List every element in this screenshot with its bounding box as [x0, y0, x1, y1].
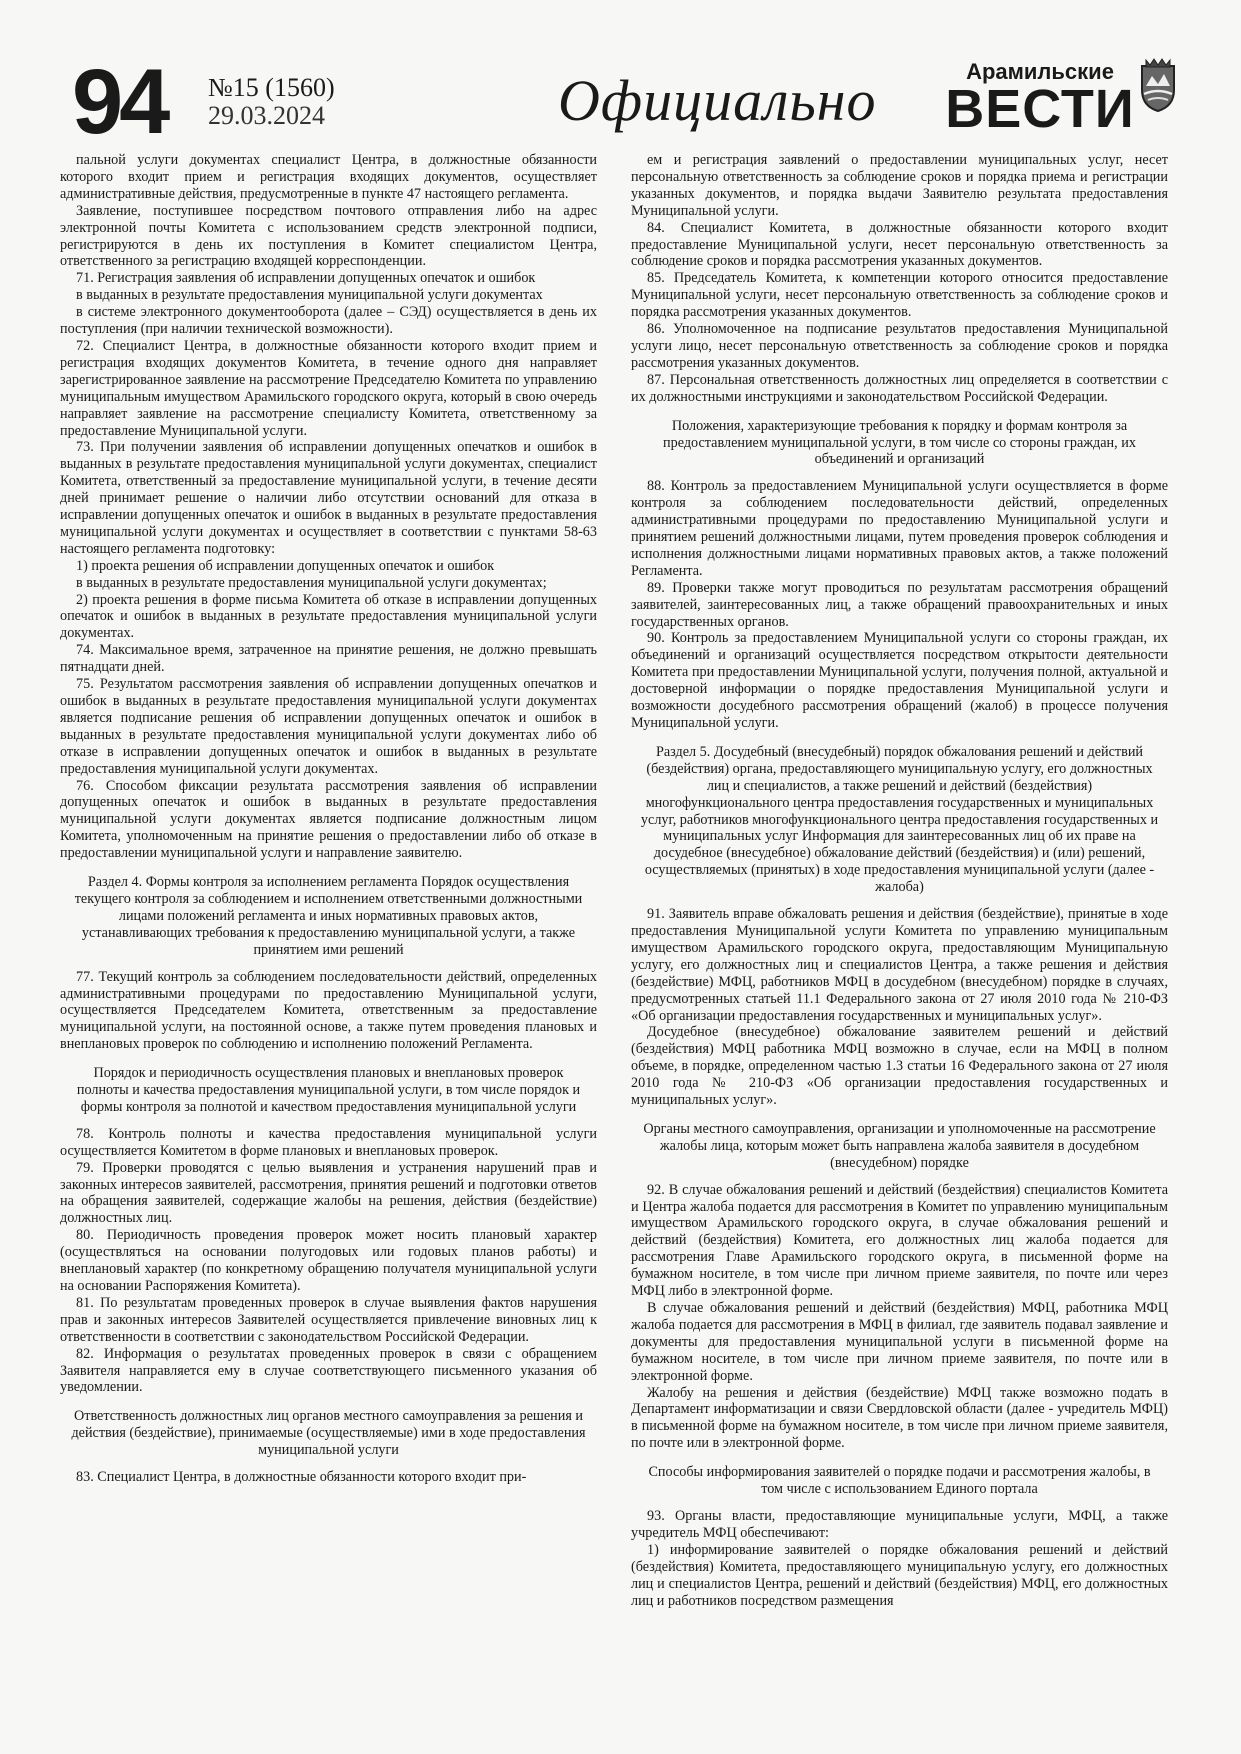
section-heading: Ответственность должностных лиц органов местного самоуправления за решения и действия (бездействие), принимаемые (осуществляемые) ими в ходе предоставления муниципальной услуги	[71, 1408, 586, 1459]
paragraph: 89. Проверки также могут проводиться по результатам рассмотрения обращений заявителей, заинтересованных лиц, а также обращений правоохранительных и иных государственных органов.	[631, 579, 1168, 630]
paragraph: в выданных в результате предоставления муниципальной услуги документах	[76, 287, 543, 304]
paragraph: 79. Проверки проводятся с целью выявления и устранения нарушений прав и законных интересов заявителей, рассмотрения, принятия решений и подготовки ответов на обращения заявителей, содержащие жалобы на решения, действия (бездействие) должностных лиц.	[60, 1159, 597, 1227]
logo-main-text: ВЕСТИ	[945, 79, 1135, 139]
masthead	[68, 51, 1178, 153]
paragraph: 73. При получении заявления об исправлении допущенных опечатков и ошибок в выданных в результате предоставления муниципальной услуги документах, специалист Комитета, ответственный за предоставление муниципальной услуги, в течение десяти дней принимает решение о наличии либо отсутствии оснований для отказа в исправлении допущенных опечаток и ошибок в выданных в результате предоставления муниципальной услуги документах и осуществляет в соответствии с пунктами 58-63 настоящего регламента подготовку:	[60, 439, 597, 557]
paragraph: в системе электронного документооборота (далее – СЭД) осуществляется в день их поступления (при наличии технической возможности).	[60, 304, 597, 338]
paragraph: в выданных в результате предоставления муниципальной услуги документах;	[76, 574, 547, 591]
section-heading: Положения, характеризующие требования к порядку и формам контроля за предоставлением муниципальной услуги, в том числе со стороны граждан, их объединений и организаций	[663, 417, 1136, 468]
paragraph: 93. Органы власти, предоставляющие муниципальные услуги, МФЦ, а также учредитель МФЦ обеспечивают:	[631, 1507, 1168, 1541]
paragraph: 84. Специалист Комитета, в должностные обязанности которого входит предоставление Муниципальной услуги, несет персональную ответственность за соблюдение сроков и порядка рассмотрения указанных документов.	[631, 219, 1168, 270]
paragraph: 90. Контроль за предоставлением Муниципальной услуги со стороны граждан, их объединений и организаций осуществляется посредством открытости деятельности Комитета при предоставлении Муниципальной услуги, получения полной, актуальной и достоверной информации о порядке предоставления Муниципальной услуги и возможности досудебного рассмотрения обращений (жалоб) в процессе получения Муниципальной услуги.	[631, 630, 1168, 731]
logo-top-text: Арамильские	[966, 59, 1114, 84]
paragraph: 86. Уполномоченное на подписание результатов предоставления Муниципальной услуги лицо, несет персональную ответственность за соблюдение сроков и порядка рассмотрения указанных документов.	[631, 321, 1168, 371]
paragraph: 71. Регистрация заявления об исправлении допущенных опечаток и ошибок	[76, 270, 536, 287]
paragraph: 72. Специалист Центра, в должностные обязанности которого входит прием и регистрация входящих документов Комитета, в течение одного дня направляет зарегистрированное заявление на рассмотрение Председателю Комитета по управлению муниципальным имуществом Арамильского городского округа, который в свою очередь направляет заявление на рассмотрение специалисту Комитета, ответственному за предоставление Муниципальной услуги.	[60, 337, 597, 439]
paragraph: 80. Периодичность проведения проверок может носить плановый характер (осуществляться на основании полугодовых или годовых планов работы) и внеплановый характер (по конкретному обращению получателя муниципальной услуги на основании Распоряжения Комитета).	[60, 1227, 597, 1294]
paragraph: Жалобу на решения и действия (бездействие) МФЦ также возможно подать в Департамент информатизации и связи Свердловской области (далее - учредитель МФЦ) в письменной форме на бумажном носителе, в том числе при личном приеме заявителя, по почте или в электронной форме.	[631, 1384, 1168, 1452]
section-title: Официально	[558, 68, 877, 133]
left-column	[60, 152, 597, 1486]
paragraph: 75. Результатом рассмотрения заявления об исправлении допущенных опечатков и ошибок в выданных в результате предоставления муниципальной услуги документах является подписание решения об исправлении допущенных опечаток и ошибок в выданных в результате предоставления муниципальной услуги документах либо об отказе в исправлении допущенных опечаток и ошибок в выданных в результате предоставления муниципальной услуги документах.	[60, 676, 597, 777]
paragraph: 1) проекта решения об исправлении допущенных опечаток и ошибок	[76, 557, 495, 574]
section-heading: Органы местного самоуправления, организации и уполномоченные на рассмотрение жалобы лица, которым может быть направлена жалоба заявителя в досудебном (внесудебном) порядке	[643, 1120, 1156, 1171]
paragraph: 85. Председатель Комитета, к компетенции которого относится предоставление Муниципальной услуги, несет персональную ответственность за соблюдение сроков и порядка рассмотрения указанных документов.	[631, 270, 1168, 321]
paragraph: 87. Персональная ответственность должностных лиц определяется в соответствии с их должностными инструкциями и законодательством Российской Федерации.	[631, 371, 1168, 405]
paragraph: 77. Текущий контроль за соблюдением последовательности действий, определенных административными процедурами по предоставлению Муниципальной услуги, осуществляется Председателем Комитета, ответственным за предоставление муниципальной услуги, на постоянной основе, а также путем проведения плановых и внеплановых проверок по соблюдению и исполнению положений Регламента.	[60, 968, 597, 1053]
paragraph: Досудебное (внесудебное) обжалование заявителем решений и действий (бездействия) МФЦ работника МФЦ возможно в случае, если на МФЦ в полном объеме, в порядке, определенном частью 1.3 статьи 16 Федерального закона от 27 июля 2010 года № 210-ФЗ «Об организации предоставления государственных и муниципальных услуг».	[631, 1024, 1168, 1109]
paragraph: 91. Заявитель вправе обжаловать решения и действия (бездействие), принятые в ходе предоставления Муниципальной услуги Комитета по управлению муниципальным имуществом Арамильского городского округа, предоставляющим Муниципальную услугу, его должностных лиц и специалистов Центра, а также решения и действия (бездействие) МФЦ, работников МФЦ в досудебном (внесудебном) порядке в случаях, предусмотренных статьей 11.1 Федерального закона от 27 июля 2010 года № 210-ФЗ «Об организации предоставления государственных и муниципальных услуг».	[631, 906, 1168, 1024]
issue-number: №15 (1560)	[208, 73, 335, 102]
paragraph: 81. По результатам проведенных проверок в случае выявления фактов нарушения прав и законных интересов Заявителей осуществляется привлечение виновных лиц к ответственности в соответствии с законодательством Российской Федерации.	[60, 1294, 597, 1345]
page-number: 94	[72, 51, 167, 153]
paragraph: 82. Информация о результатах проведенных проверок в связи с обращением Заявителя направляется ему в случае соответствующего письменного указания об уведомлении.	[60, 1345, 597, 1396]
paragraph: 76. Способом фиксации результата рассмотрения заявления об исправлении допущенных опечаток и ошибок в выданных в результате предоставления муниципальной услуги документах является подписание должностным лицом Комитета, уполномоченным на принятие решения о предоставлении либо об отказе в предоставлении муниципальной услуги и направление заявителю.	[60, 777, 597, 862]
paragraph: Заявление, поступившее посредством почтового отправления либо на адрес электронной почты Комитета с использованием средств электронной подписи, регистрируются в день их поступления в Комитет специалистом Центра, ответственного за регистрацию входящей корреспонденции.	[60, 202, 597, 270]
paragraph: 88. Контроль за предоставлением Муниципальной услуги осуществляется в форме контроля за соблюдением последовательности действий, определенных административными процедурами по предоставлению Муниципальной услуги и принятием решений должностными лицами, путем проведения проверок соблюдения и исполнения должностными лицами нормативных правовых актов, а также положений Регламента.	[631, 478, 1168, 579]
paragraph: 78. Контроль полноты и качества предоставления муниципальной услуги осуществляется Комитетом в форме плановых и внеплановых проверок.	[60, 1125, 597, 1159]
paragraph: В случае обжалования решений и действий (бездействия) МФЦ, работника МФЦ жалоба подается для рассмотрения в МФЦ в филиал, где заявитель подавал заявление и документы для предоставления муниципальной услуги в письменной форме на бумажном носителе, в том числе при личном приеме заявителя, по почте или в электронной форме.	[631, 1300, 1168, 1384]
paragraph: ем и регистрация заявлений о предоставлении муниципальных услуг, несет персональную ответственность за соблюдение сроков и порядка приема и регистрации указанных документов, и порядка выдачи Заявителю результата предоставления Муниципальной услуги.	[631, 152, 1168, 219]
section-heading: Раздел 4. Формы контроля за исполнением регламента Порядок осуществления текущего контроля за соблюдением и исполнением ответственными должностными лицами положений регламента и иных нормативных правовых актов, устанавливающих требования к предоставлению муниципальной услуги, а также принятием ими решений	[74, 874, 583, 958]
paragraph: пальной услуги документах специалист Центра, в должностные обязанности которого входит прием и регистрация входящих документов, осуществляет административные действия, предусмотренные в пункте 47 настоящего регламента.	[60, 152, 597, 202]
issue-date: 29.03.2024	[208, 101, 325, 130]
section-heading: Порядок и периодичность осуществления плановых и внеплановых проверок полноты и качества предоставления муниципальной услуги, в том числе порядок и формы контроля за полнотой и качеством предоставления муниципальной услуги	[76, 1065, 581, 1115]
section-heading: Способы информирования заявителей о порядке подачи и рассмотрения жалобы, в том числе с использованием Единого портала	[648, 1464, 1151, 1498]
coat-of-arms-icon	[1138, 56, 1178, 112]
paragraph: 92. В случае обжалования решений и действий (бездействия) специалистов Комитета и Центра жалоба подается для рассмотрения в Комитет по управлению муниципальным имуществом Арамильского городского округа, в случае обжалования решений и действий (бездействия) Комитета, его должностных лиц жалоба подается для рассмотрения Главе Арамильского городского округа, в письменной форме на бумажном носителе, в том числе при личном приеме заявителя, по почте или через МФЦ либо в электронной форме.	[631, 1181, 1168, 1300]
paragraph: 83. Специалист Центра, в должностные обязанности которого входит при-	[76, 1469, 527, 1486]
section-heading: Раздел 5. Досудебный (внесудебный) порядок обжалования решений и действий (бездействия) органа, предоставляющего муниципальную услугу, его должностных лиц и специалистов, а также решений и действий (бездействия) многофункционального центра предоставления государственных и муниципальных услуг, работников многофункционального центра предоставления государственных и муниципальных услуг Информация для заинтересованных лиц об их праве на досудебное (внесудебное) обжалование действий (бездействия) и (или) решений, осуществляемых (принятых) в ходе предоставления муниципальной услуги (далее - жалоба)	[640, 743, 1159, 896]
paragraph: 74. Максимальное время, затраченное на принятие решения, не должно превышать пятнадцати дней.	[60, 642, 597, 676]
right-column	[631, 152, 1168, 1609]
paragraph: 2) проекта решения в форме письма Комитета об отказе в исправлении допущенных опечаток и ошибок в выданных в результате предоставления муниципальной услуги документах.	[60, 591, 597, 642]
paragraph: 1) информирование заявителей о порядке обжалования решений и действий (бездействия) Комитета, предоставляющего муниципальную услугу, его должностных лиц и специалистов Центра, решений и действий (бездействия) МФЦ, его должностных лиц и работников посредством размещения	[631, 1541, 1168, 1609]
